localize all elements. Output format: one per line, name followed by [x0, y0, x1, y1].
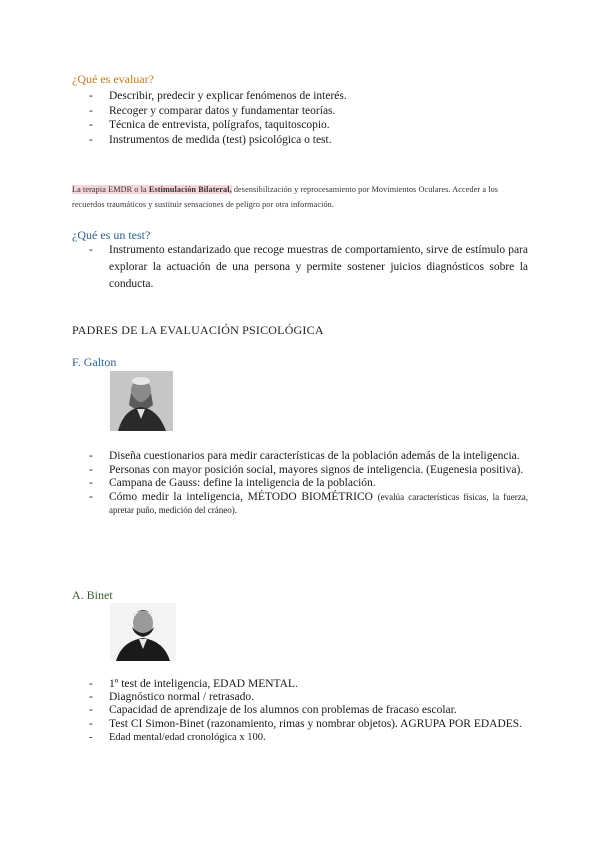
list-item: - Diseña cuestionarios para medir características de la población además de la inteligencia.	[72, 450, 528, 464]
heading-que-es-evaluar: ¿Qué es evaluar?	[72, 72, 154, 86]
emdr-note	[72, 182, 528, 212]
list-item: - Edad mental/edad cronológica x 100.	[72, 731, 528, 744]
note-rest: desensibilización y reprocesamiento por Movimientos Oculares. Acceder a los recuerdos traumáticos y sustituir sensaciones de peligro por otra información.	[72, 185, 499, 209]
list-item: - Campana de Gauss: define la inteligencia de la población.	[72, 477, 528, 491]
binet-portrait-image	[110, 603, 176, 661]
list-item: - Describir, predecir y explicar fenómenos de interés.	[72, 89, 528, 104]
binet-portrait	[110, 603, 176, 661]
list-item: - Capacidad de aprendizaje de los alumnos con problemas de fracaso escolar.	[72, 704, 528, 717]
note-prefix: La terapia EMDR o la	[72, 185, 149, 194]
note-highlight	[72, 185, 232, 194]
list-item: - 1º test de inteligencia, EDAD MENTAL.	[72, 678, 528, 691]
heading-binet: A. Binet	[72, 588, 113, 602]
heading-galton: F. Galton	[72, 355, 117, 369]
list-item: - Instrumentos de medida (test) psicológica o test.	[72, 133, 528, 148]
galton-item4-main: Cómo medir la inteligencia, MÉTODO BIOMÉTRICO	[109, 490, 378, 503]
list-item: - Diagnóstico normal / retrasado.	[72, 691, 528, 704]
galton-portrait-image	[110, 371, 173, 431]
heading-padres: PADRES DE LA EVALUACIÓN PSICOLÓGICA	[72, 323, 324, 337]
list-item: - Personas con mayor posición social, mayores signos de inteligencia. (Eugenesia positiva).	[72, 464, 528, 478]
list-binet	[72, 678, 528, 744]
list-item: - Instrumento estandarizado que recoge muestras de comportamiento, sirve de estímulo para explorar la actuación de una persona y permite sostener juicios diagnósticos sobre la conducta.	[72, 242, 528, 293]
list-item: - Test CI Simon-Binet (razonamiento, rimas y nombrar objetos). AGRUPA POR EDADES.	[72, 718, 528, 731]
list-evaluar	[72, 89, 528, 147]
list-galton	[72, 450, 528, 518]
list-item: - Técnica de entrevista, polígrafos, taquitoscopio.	[72, 118, 528, 133]
note-bold: Estimulación Bilateral,	[148, 185, 232, 194]
galton-portrait	[110, 371, 173, 431]
list-item: - Recoger y comparar datos y fundamentar teorías.	[72, 104, 528, 119]
galton-item4-small: (evalúa características físicas, la fuerza, apretar puño, medición del cráneo).	[109, 491, 528, 515]
list-test	[72, 242, 528, 293]
heading-que-es-un-test: ¿Qué es un test?	[72, 228, 151, 242]
list-item	[72, 491, 528, 518]
